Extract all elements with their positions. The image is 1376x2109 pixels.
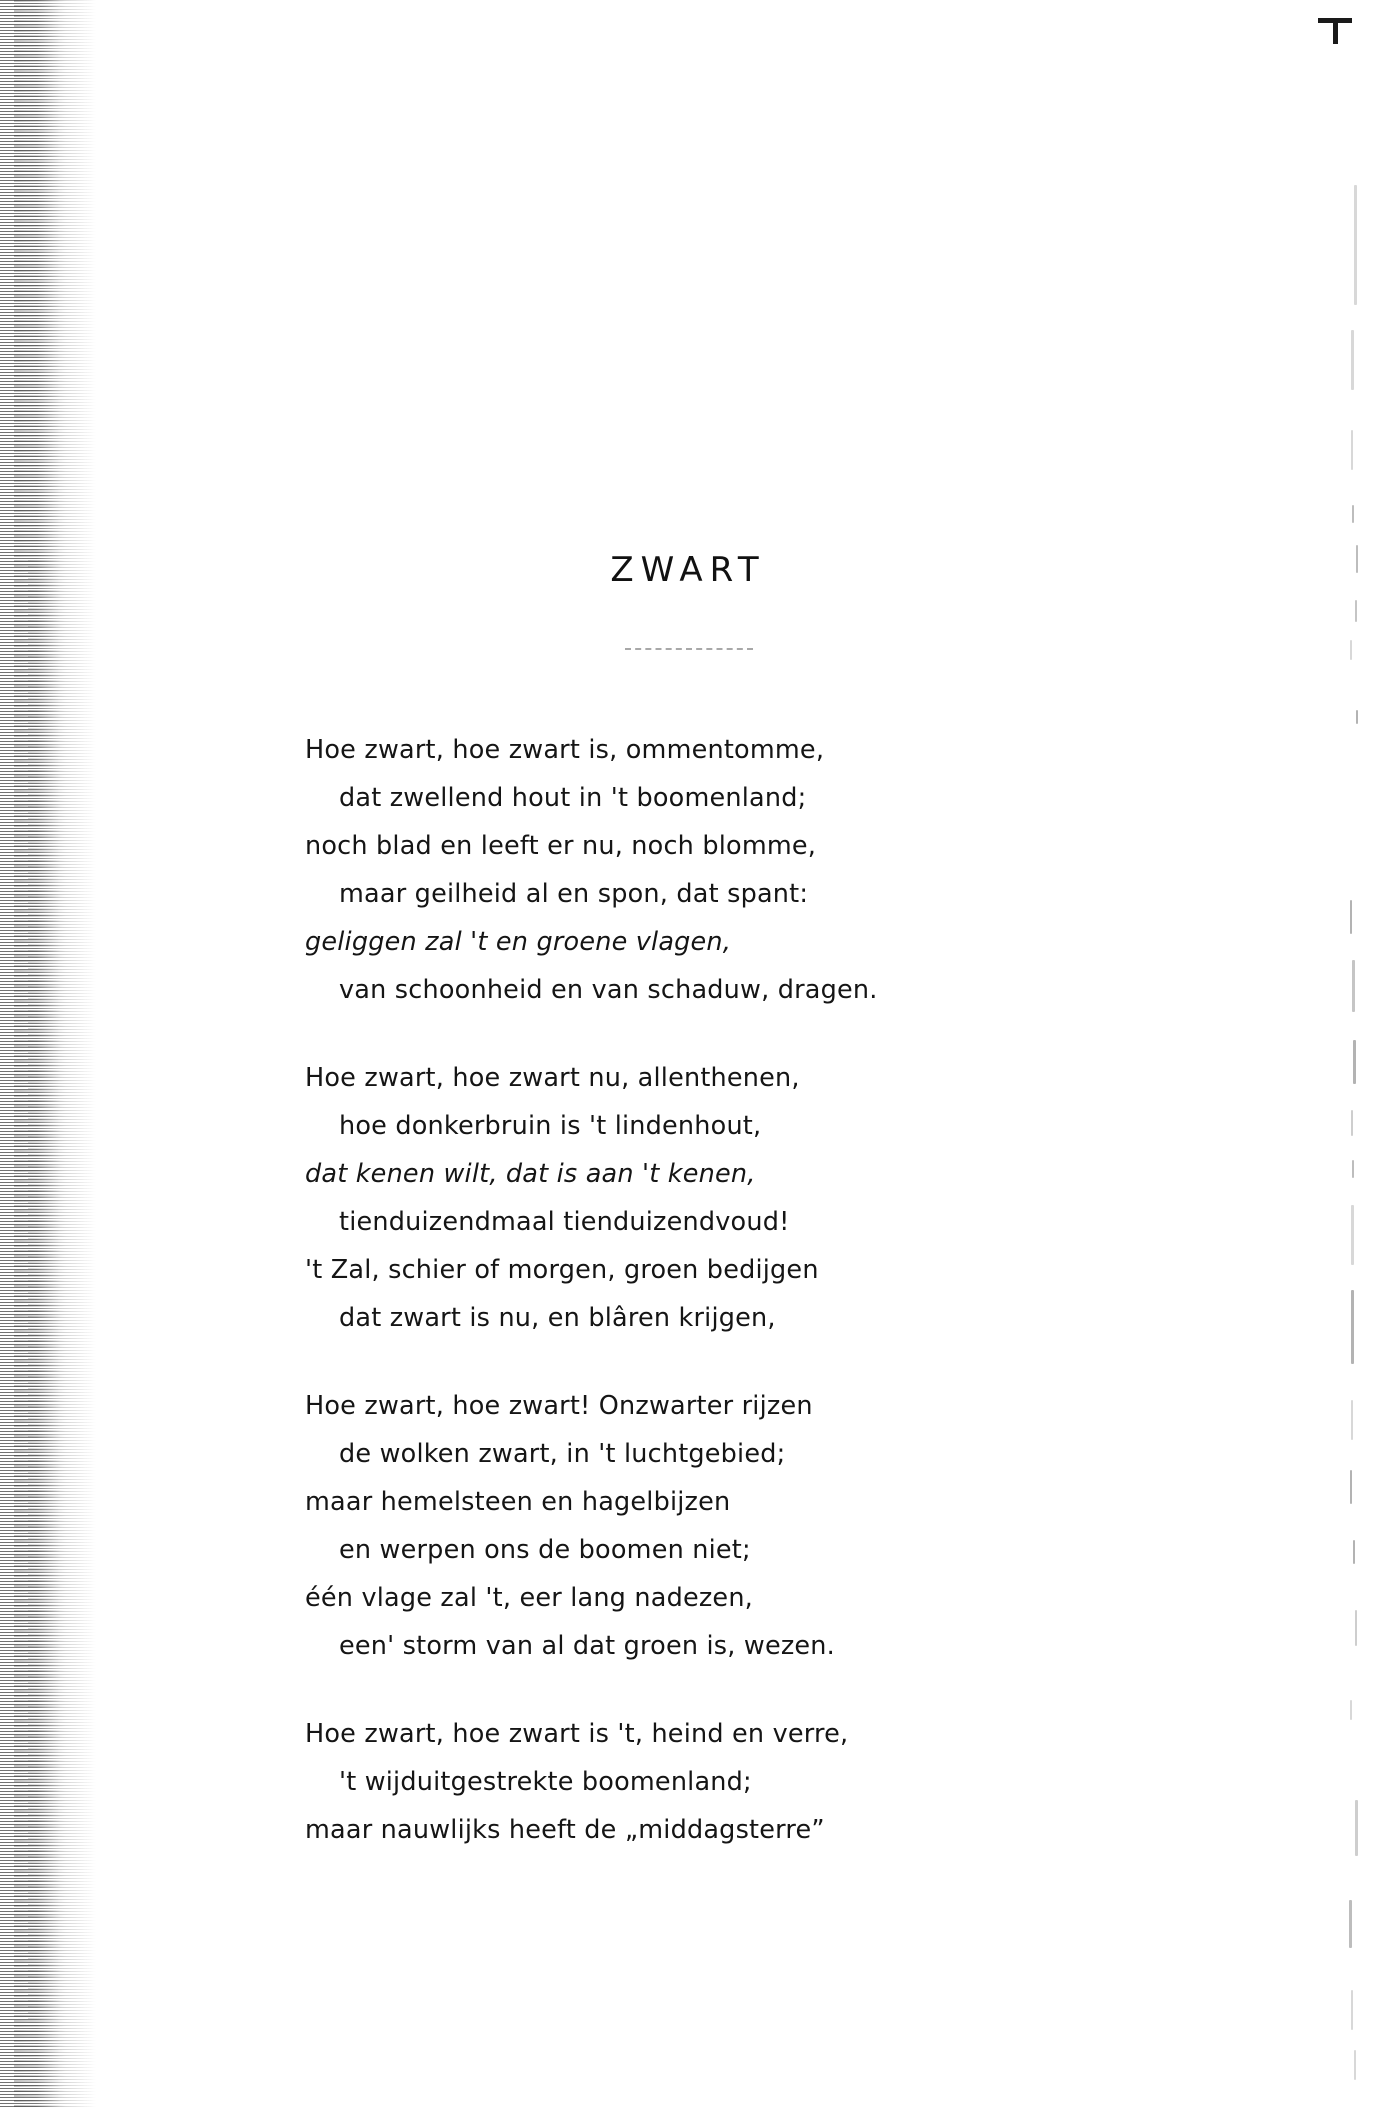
page-binding-shadow-tertiary-icon [28, 560, 62, 2020]
poem-line: maar nauwlijks heeft de „middagsterre” [305, 1815, 825, 1845]
poem-line: een' storm van al dat groen is, wezen. [339, 1631, 835, 1661]
scan-margin-dash-icon [1355, 600, 1357, 622]
poem-line: maar hemelsteen en hagelbijzen [305, 1487, 731, 1517]
scan-margin-dash-icon [1356, 710, 1358, 724]
poem-stanza [305, 1382, 1165, 1670]
scan-margin-dash-icon [1351, 1400, 1353, 1440]
poem-stanza [305, 1054, 1165, 1342]
scan-margin-dash-icon [1351, 430, 1353, 470]
scan-margin-dash-icon [1354, 185, 1357, 305]
poem-line: dat zwart is nu, en blâren krijgen, [339, 1303, 776, 1333]
poem-line: Hoe zwart, hoe zwart is, ommentomme, [305, 735, 825, 765]
scan-margin-dash-icon [1352, 1160, 1354, 1178]
poem-line: geliggen zal 't en groene vlagen, [305, 927, 732, 957]
page-title: ZWART [610, 550, 766, 590]
poem-line: tienduizendmaal tienduizendvoud! [339, 1207, 790, 1237]
scan-margin-dash-icon [1355, 1800, 1358, 1856]
poem-stanza [305, 726, 1165, 1014]
scan-margin-dash-icon [1355, 1610, 1357, 1646]
scan-margin-marks [1316, 0, 1376, 2109]
scan-margin-dash-icon [1353, 1540, 1355, 1564]
scan-margin-dash-icon [1351, 1110, 1353, 1136]
scan-margin-dash-icon [1350, 1470, 1352, 1504]
poem-line: dat zwellend hout in 't boomenland; [339, 783, 807, 813]
poem-line: dat kenen wilt, dat is aan 't kenen, [305, 1159, 756, 1189]
poem-line: en werpen ons de boomen niet; [339, 1535, 751, 1565]
scan-margin-dash-icon [1350, 900, 1352, 934]
scan-margin-dash-icon [1351, 1205, 1354, 1265]
poem-line: de wolken zwart, in 't luchtgebied; [339, 1439, 786, 1469]
poem-line: één vlage zal 't, eer lang nadezen, [305, 1583, 753, 1613]
poem-line: noch blad en leeft er nu, noch blomme, [305, 831, 817, 861]
poem-line: Hoe zwart, hoe zwart is 't, heind en verre, [305, 1719, 849, 1749]
scan-margin-dash-icon [1354, 2050, 1356, 2080]
poem-line: 't Zal, schier of morgen, groen bedijgen [305, 1255, 819, 1285]
title-divider [625, 648, 753, 650]
scan-margin-dash-icon [1350, 640, 1352, 660]
poem-line: Hoe zwart, hoe zwart nu, allenthenen, [305, 1063, 800, 1093]
poem-line: van schoonheid en van schaduw, dragen. [339, 975, 878, 1005]
poem-stanza [305, 1710, 1165, 1854]
poem-line: hoe donkerbruin is 't lindenhout, [339, 1111, 762, 1141]
scan-margin-dash-icon [1351, 1990, 1353, 2030]
scan-margin-dash-icon [1351, 1290, 1354, 1364]
scan-margin-dash-icon [1351, 330, 1354, 390]
scan-margin-dash-icon [1350, 1700, 1352, 1720]
poem-line: 't wijduitgestrekte boomenland; [339, 1767, 752, 1797]
scan-margin-dash-icon [1353, 1040, 1356, 1084]
poem-line: Hoe zwart, hoe zwart! Onzwarter rijzen [305, 1391, 813, 1421]
poem-line: maar geilheid al en spon, dat spant: [339, 879, 809, 909]
scan-margin-dash-icon [1349, 1900, 1352, 1948]
poem-body [305, 726, 1165, 1894]
scan-margin-dash-icon [1352, 505, 1354, 523]
scan-margin-dash-icon [1352, 960, 1355, 1012]
